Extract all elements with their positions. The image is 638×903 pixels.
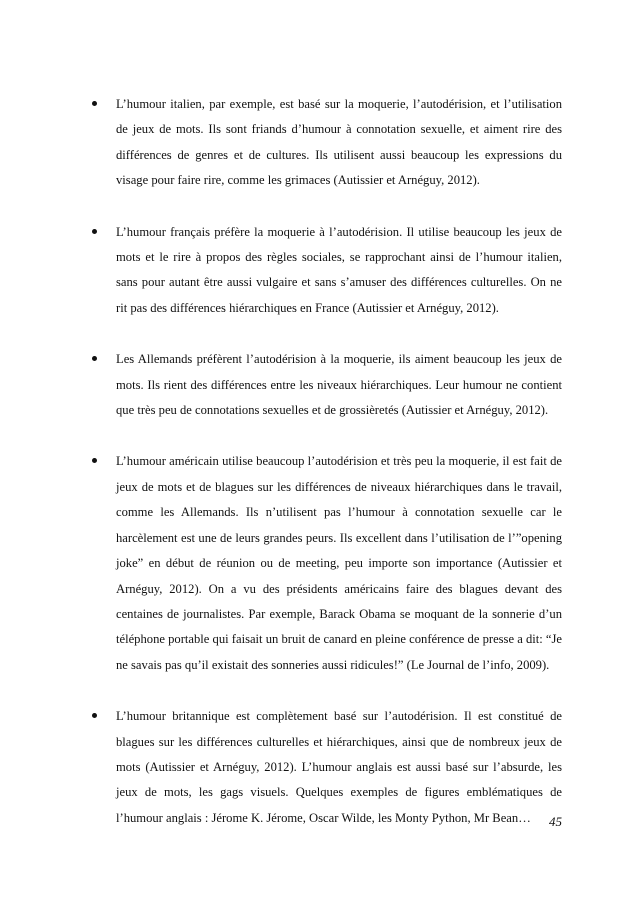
paragraph-text: L’humour britannique est complètement basé sur l’autodérision. Il est constitué de blagues sur les différences culturelles et hiérarchiques, ainsi que de nombreux jeux de mots (Autissier et Arnéguy, 2012). L’humour anglais est aussi basé sur l’absurde, les jeux de mots, les gags visuels. Quelques exemples de figures emblématiques de l’humour anglais : Jérome K. Jérome, Oscar Wilde, les Monty Python, Mr Bean… xyxy=(116,709,562,825)
bullet-list xyxy=(0,92,638,857)
list-item-british-humour xyxy=(0,704,638,831)
paragraph-text: L’humour italien, par exemple, est basé sur la moquerie, l’autodérision, et l’utilisation de jeux de mots. Ils sont friands d’humour à connotation sexuelle, et aiment rire des différences de genres et de cultures. Ils utilisent aussi beaucoup les expressions du visage pour faire rire, comme les grimaces (Autissier et Arnéguy, 2012). xyxy=(116,97,562,188)
page-number: 45 xyxy=(549,814,562,829)
paragraph-text: Les Allemands préfèrent l’autodérision à la moquerie, ils aiment beaucoup les jeux de mots. Ils rient des différences entre les niveaux hiérarchiques. Leur humour ne contient que très peu de connotations sexuelles et de grossièretés (Autissier et Arnéguy, 2012). xyxy=(116,352,562,418)
list-item-german-humour xyxy=(0,347,638,423)
paragraph-text: L’humour français préfère la moquerie à l’autodérision. Il utilise beaucoup les jeux de mots et le rire à propos des règles sociales, se rapprochant ainsi de l’humour italien, sans pour autant être aussi vulgaire et sans s’amuser des différences culturelles. On ne rit pas des différences hiérarchiques en France (Autissier et Arnéguy, 2012). xyxy=(116,224,562,315)
list-item-american-humour xyxy=(0,449,638,678)
bullet-icon xyxy=(92,229,97,234)
paragraph-text: L’humour américain utilise beaucoup l’autodérision et très peu la moquerie, il est fait de jeux de mots et de blagues sur les différences de niveaux hiérarchiques dans le travail, comme les Allemands. Ils n’utilisent pas l’humour à connotation sexuelle car le harcèlement est une de leurs grandes peurs. Ils excellent dans l’utilisation de l’”opening joke” en début de réunion ou de meeting, peu importe son importance (Autissier et Arnéguy, 2012). On a vu des présidents américains faire des blagues devant des centaines de journalistes. Par exemple, Barack Obama se moquant de la sonnerie d’un téléphone portable qui faisait un bruit de canard en pleine conférence de presse a dit: “Je ne savais pas qu’il existait des sonneries aussi ridicules!” (Le Journal de l’info, 2009). xyxy=(116,454,562,672)
bullet-icon xyxy=(92,356,97,361)
list-item-french-humour xyxy=(0,220,638,322)
bullet-icon xyxy=(92,713,97,718)
bullet-icon xyxy=(92,101,97,106)
bullet-icon xyxy=(92,458,97,463)
list-item-italian-humour xyxy=(0,92,638,194)
